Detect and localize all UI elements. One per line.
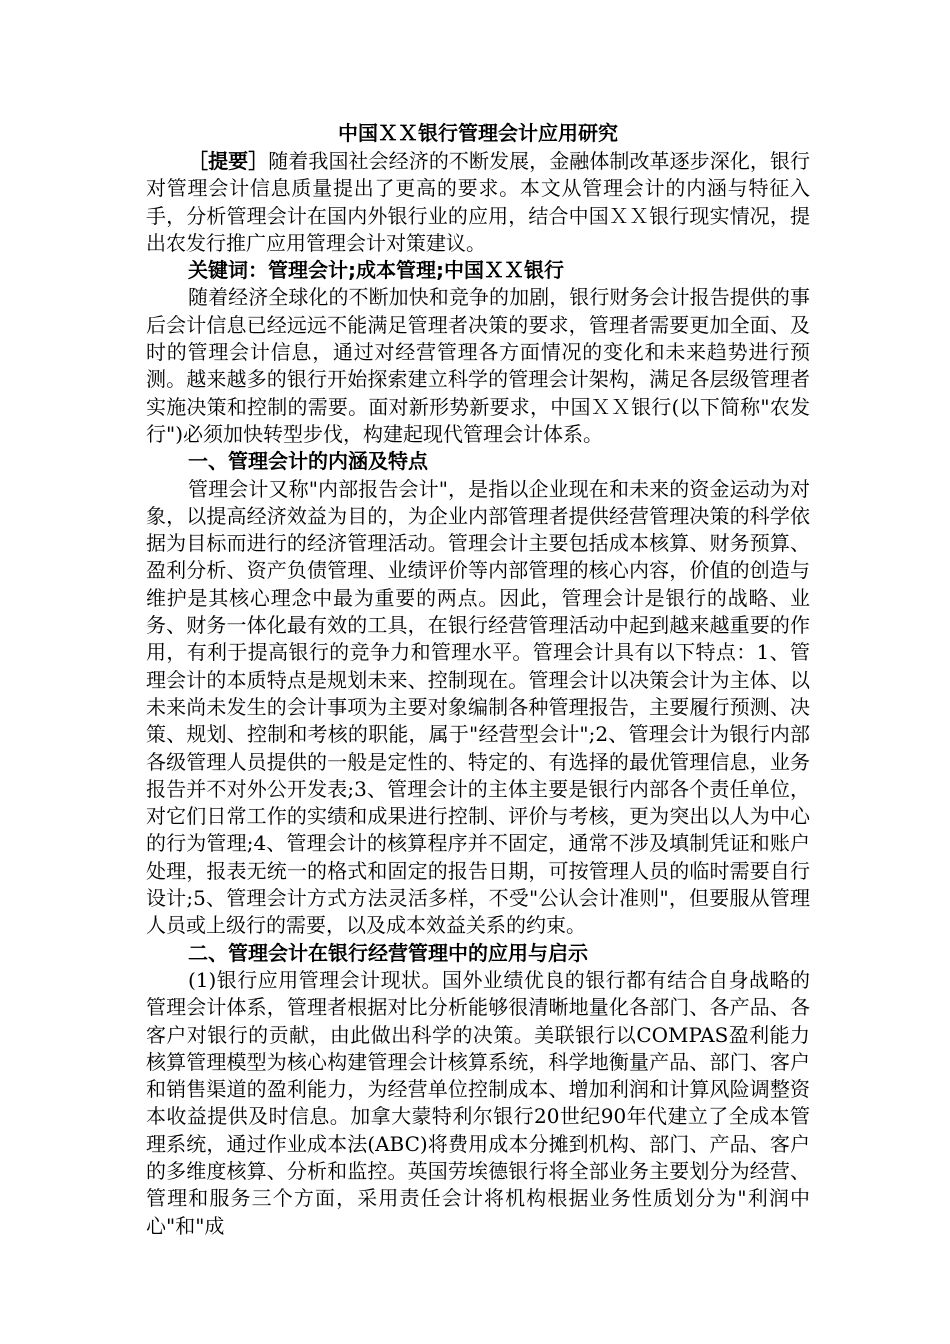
keywords-line: 关键词：管理会计;成本管理;中国ＸＸ银行: [188, 258, 564, 283]
abstract-text: 随着我国社会经济的不断发展，金融体制改革逐步深化，银行对管理会计信息质量提出了更高的要求。本文从管理会计的内涵与特征入手，分析管理会计在国内外银行业的应用，结合中国ＸＸ银行现实情况，提出农发行推广应用管理会计对策建议。: [146, 149, 811, 255]
abstract-paragraph: [146, 148, 810, 257]
section1-paragraph: 管理会计又称"内部报告会计"，是指以企业现在和未来的资金运动为对象，以提高经济效益为目的，为企业内部管理者提供经营管理决策的科学依据为目标而进行的经济管理活动。管理会计主要包括成本核算、财务预算、盈利分析、资产负债管理、业绩评价等内部管理的核心内容，价值的创造与维护是其核心理念中最为重要的两点。因此，管理会计是银行的战略、业务、财务一体化最有效的工具，在银行经营管理活动中起到越来越重要的作用，有利于提高银行的竞争力和管理水平。管理会计具有以下特点：1、管理会计的本质特点是规划未来、控制现在。管理会计以决策会计为主体、以未来尚未发生的会计事项为主要对象编制各种管理报告，主要履行预测、决策、规划、控制和考核的职能，属于"经营型会计";2、管理会计为银行内部各级管理人员提供的一般是定性的、特定的、有选择的最优管理信息，业务报告并不对外公开发表;3、管理会计的主体主要是银行内部各个责任单位，对它们日常工作的实绩和成果进行控制、评价与考核，更为突出以人为中心的行为管理;4、管理会计的核算程序并不固定，通常不涉及填制凭证和账户处理，报表无统一的格式和固定的报告日期，可按管理人员的临时需要自行设计;5、管理会计方式方法灵活多样，不受"公认会计准则"，但要服从管理人员或上级行的需要，以及成本效益关系的约束。: [146, 476, 810, 938]
section2-heading: 二、管理会计在银行经营管理中的应用与启示: [188, 940, 588, 965]
document-title: 中国ＸＸ银行管理会计应用研究: [338, 121, 618, 145]
section2-paragraph: (1)银行应用管理会计现状。国外业绩优良的银行都有结合自身战略的管理会计体系，管理者根据对比分析能够很清晰地量化各部门、各产品、各客户对银行的贡献，由此做出科学的决策。美联银行以COMPAS盈利能力核算管理模型为核心构建管理会计核算系统，科学地衡量产品、部门、客户和销售渠道的盈利能力，为经营单位控制成本、增加利润和计算风险调整资本收益提供及时信息。加拿大蒙特利尔银行20世纪90年代建立了全成本管理系统，通过作业成本法(ABC)将费用成本分摊到机构、部门、产品、客户的多维度核算、分析和监控。英国劳埃德银行将全部业务主要划分为经营、管理和服务三个方面，采用责任会计将机构根据业务性质划分为"利润中心"和"成: [146, 967, 810, 1238]
section1-heading: 一、管理会计的内涵及特点: [188, 449, 428, 474]
abstract-label: ［提要］: [188, 149, 269, 173]
intro-paragraph: 随着经济全球化的不断加快和竞争的加剧，银行财务会计报告提供的事后会计信息已经远远不能满足管理者决策的要求，管理者需要更加全面、及时的管理会计信息，通过对经营管理各方面情况的变化和未来趋势进行预测。越来越多的银行开始探索建立科学的管理会计架构，满足各层级管理者实施决策和控制的需要。面对新形势新要求，中国ＸＸ银行(以下简称"农发行")必须加快转型步伐，构建起现代管理会计体系。: [146, 285, 810, 446]
document-body: [146, 120, 810, 1240]
